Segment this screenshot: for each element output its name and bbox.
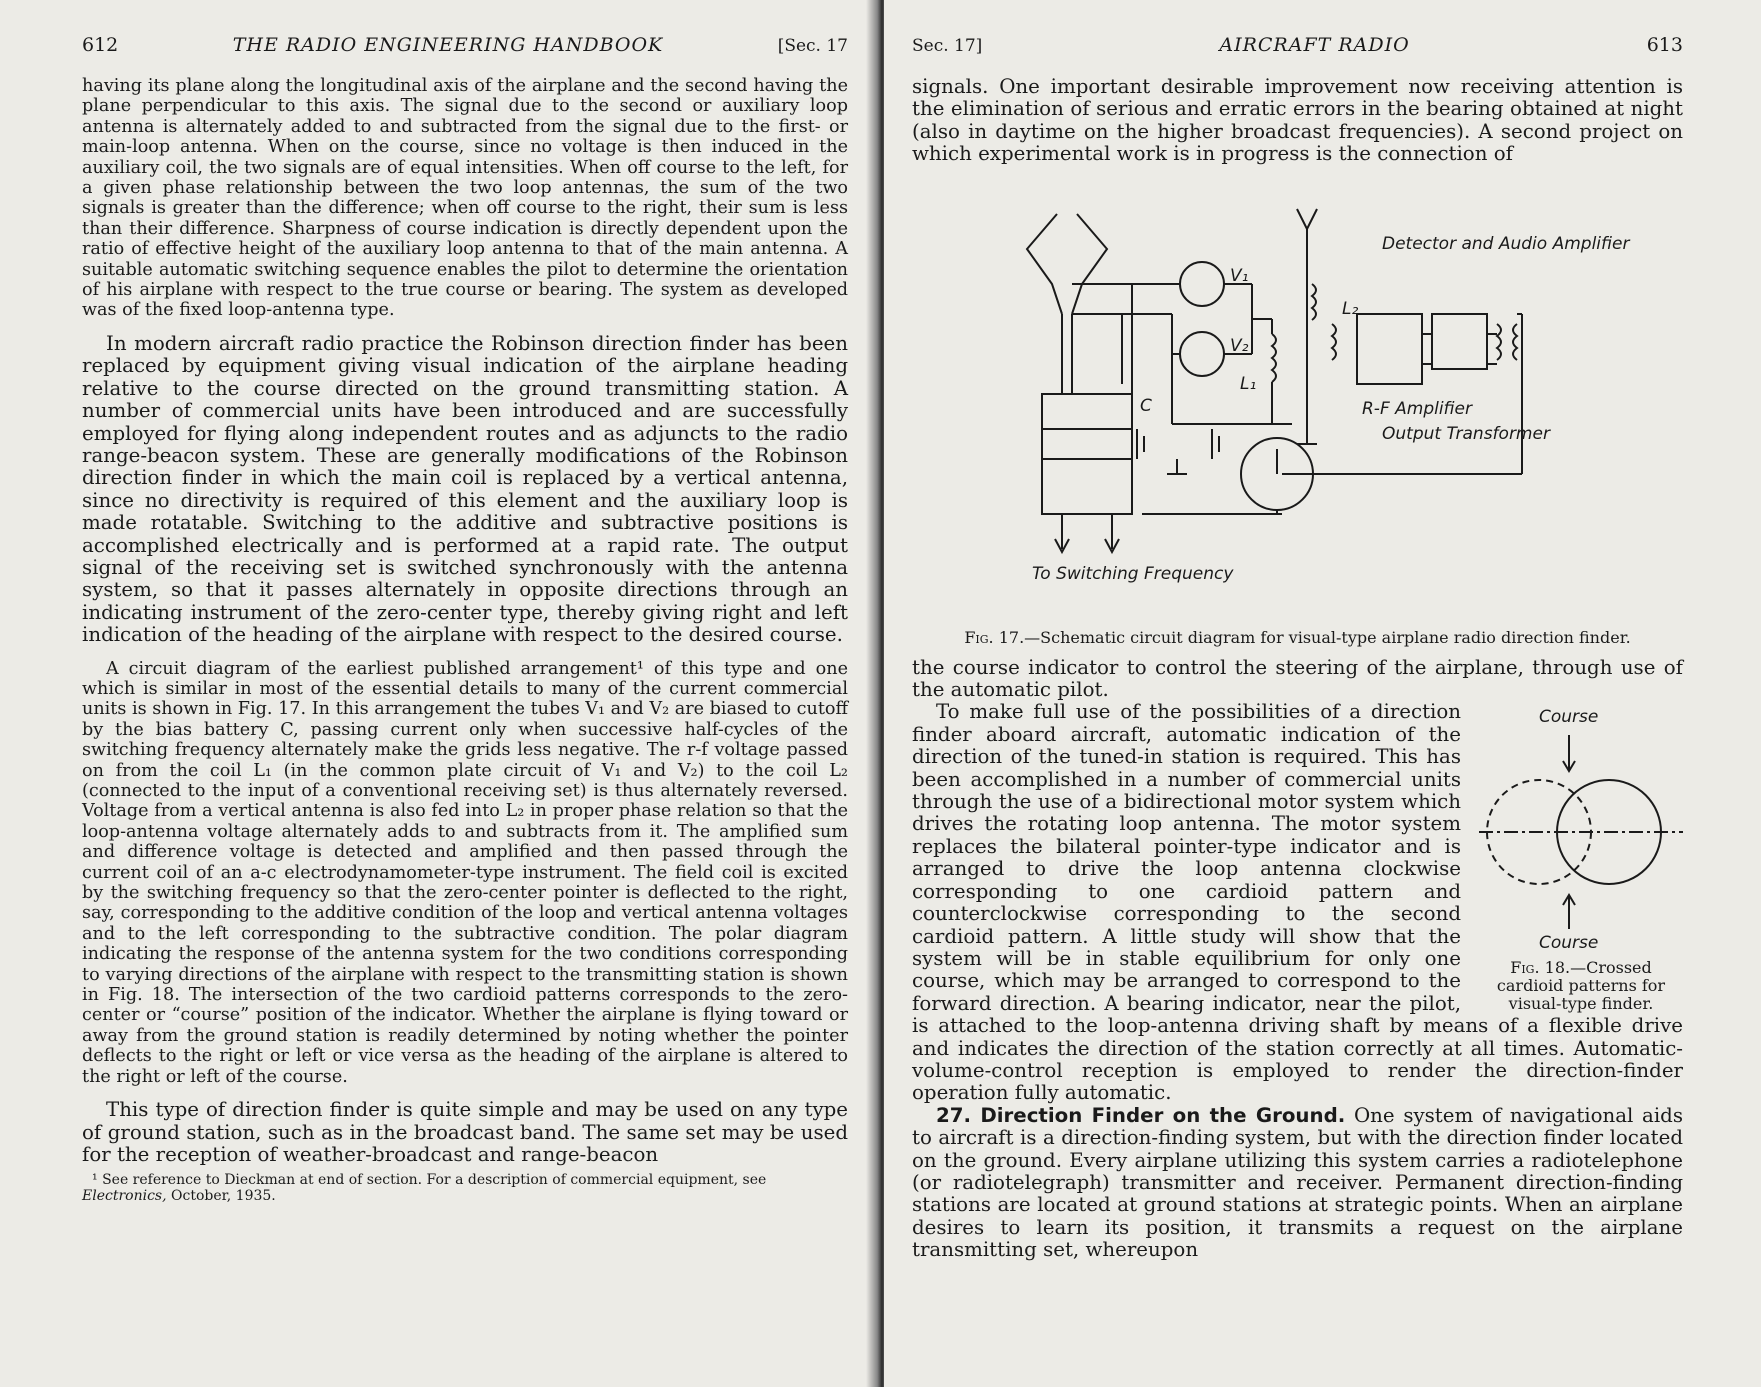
tube-v2 [1180,332,1224,376]
figure-18-caption [1479,959,1683,1013]
left-running-head [82,34,848,76]
left-footnote [82,1172,848,1204]
left-paragraph-4: This type of direction finder is quite simple and may be used on any type of ground station, such as in the broadcast band. The same set may be used for the reception of weather-broadcast and range-beacon [82,1098,848,1166]
right-running-title: AIRCRAFT RADIO [1219,34,1410,56]
rf-amplifier-box [1357,314,1422,384]
right-page-number: 613 [1646,34,1683,56]
right-paragraph-main: To make full use of the possibilities of a direction finder aboard aircraft, automatic indication of the direction of the tuned-in station is required. This has been accomplished in a number of commercial units through the use of a bidirectional motor system which drives the rotating loop antenna. The motor system replaces the bilateral pointer-type indicator and is arranged to drive the loop antenna clockwise corresponding to one cardioid pattern and counterclockwise corresponding to the second cardioid pattern. A little study will show that the system will be in stable equilibrium for only one course, which may be arranged to correspond to the forward direction. A bearing indicator, near the pilot, is attached to the loop-antenna driving shaft by means of a flexible drive and indicates the direction of the station correctly at all times. Automatic-volume-control reception is employed to render the direction-finder operation fully automatic. [912,700,1683,1105]
left-paragraph-2: In modern aircraft radio practice the Robinson direction finder has been replaced by equipment giving visual indication of the airplane heading relative to the course directed on the ground transmitting station. A number of commercial units have been introduced and are successfully employed for flying along independent routes and as adjuncts to the radio range-beacon system. These are generally modifications of the Robinson direction finder in which the main coil is replaced by a vertical antenna, since no directivity is required of this element and the auxiliary loop is made rotatable. Switching to the additive and subtractive positions is accomplished electrically and is performed at a rapid rate. The output signal of the receiving set is switched synchronously with the antenna system, so that it passes alternately in opposite directions through an indicating instrument of the zero-center type, thereby giving right and left indication of the heading of the airplane with respect to the desired course. [82,331,848,647]
cardioid-diagram [1479,707,1683,957]
fig17-text: —Schematic circuit diagram for visual-type airplane radio direction finder. [1024,627,1631,647]
loop-antenna-right [1072,214,1107,314]
tube-v1 [1180,262,1224,306]
course-label-bottom: Course [1539,933,1599,954]
label-rf-amplifier: R-F Amplifier [1362,398,1472,419]
left-page [0,0,876,1387]
right-page [884,0,1761,1387]
footnote-text: ¹ See reference to Dieckman at end of section. For a description of commercial equipment, see [92,1172,767,1189]
left-paragraph-3: A circuit diagram of the earliest published arrangement¹ of this type and one which is similar in most of the essential details to many of the current commercial units is shown in Fig. 17. In this arrangement the tubes V₁ and V₂ are biased to cutoff by the bias battery C, passing current only when successive half-cycles of the switching frequency alternately make the grids less negative. The r-f voltage passed on from the coil L₁ (in the common plate circuit of V₁ and V₂) to the coil L₂ (connected to the input of a conventional receiving set) is thus alternately reversed. Voltage from a vertical antenna is also fed into L₂ in proper phase relation so that the loop-antenna voltage alternately adds to and subtracts from it. The amplified sum and difference voltage is detected and amplified and then passed through the current coil of an a-c electrodynamometer-type instrument. The field coil is excited by the switching frequency so that the zero-center pointer is deflected to the right, say, corresponding to the additive condition of the loop and vertical antenna voltages and to the left corresponding to the subtractive condition. The polar diagram indicating the response of the antenna system for the two conditions corresponding to varying directions of the airplane with respect to the transmitting station is shown in Fig. 18. The intersection of the two cardioid patterns corresponds to the zero-center or “course” position of the indicator. Whether the airplane is flying toward or away from the ground station is readily determined by noting whether the pointer deflects to the right or left or vice versa as the heading of the airplane is altered to the right or left of the course. [82,658,848,1087]
loop-antenna-left [1027,214,1062,314]
label-switching-frequency: To Switching Frequency [1032,563,1234,584]
right-paragraph-after-figure: the course indicator to control the steering of the airplane, through use of the automatic pilot. [912,655,1683,702]
left-page-number: 612 [82,34,119,56]
course-label-top: Course [1539,707,1599,728]
figure-17-caption [912,628,1683,647]
left-section-tag: [Sec. 17 [777,36,848,56]
section-27-paragraph [912,1105,1683,1262]
right-running-head [912,34,1683,76]
label-detector: Detector and Audio Amplifier [1382,233,1630,254]
left-paragraph-1: having its plane along the longitudinal axis of the airplane and the second having the plane perpendicular to this axis. The signal due to the second or auxiliary loop antenna is alternately added to and subtracted from the signal due to the first- or main-loop antenna. When on the course, since no voltage is then induced in the auxiliary coil, the two signals are of equal intensities. When off course to the left, for a given phase relationship between the two loop antennas, the sum of the two signals is greater than the difference; when off course to the right, their sum is less than their difference. Sharpness of course indication is directly dependent upon the ratio of effective height of the auxiliary loop antenna to that of the main antenna. A suitable automatic switching sequence enables the pilot to determine the orientation of his airplane with respect to the true course or bearing. The system as developed was of the fixed loop-antenna type. [82,76,848,321]
figure-18-cardioids [1479,707,1683,1014]
left-running-title: THE RADIO ENGINEERING HANDBOOK [232,34,664,56]
footnote-tail: October, 1935. [171,1188,276,1205]
label-l2: L₂ [1342,298,1359,319]
label-c: C [1140,395,1152,416]
right-section-tag: Sec. 17] [912,36,983,56]
detector-box [1432,314,1487,369]
section-27-text: One system of navigational aids to aircraft is a direction-finding system, but with the direction finder located on the ground. Every airplane utilizing this system carries a radiotelephone (or radiotelegraph) transmitter and receiver. Permanent direction-finding stations are located at ground stations at strategic points. When an airplane desires to learn its position, it transmits a request on the airplane transmitting set, whereupon [912,1103,1683,1262]
fig18-label: Fig. 18. [1510,958,1571,978]
label-v1: V₁ [1230,265,1249,286]
fig17-label: Fig. 17. [964,627,1025,647]
label-l1: L₁ [1240,373,1257,394]
figure-17-schematic [912,174,1683,624]
label-v2: V₂ [1230,335,1249,356]
label-output-transformer: Output Transformer [1382,423,1550,444]
wrap-area [912,701,1683,1104]
footnote-italic: Electronics, [82,1188,167,1205]
right-paragraph-top: signals. One important desirable improvement now receiving attention is the elimination of serious and erratic errors in the bearing obtained at night (also in daytime on the higher broadcast frequencies). A second project on which experimental work is in progress is the connection of [912,75,1683,166]
section-27-heading: 27. Direction Finder on the Ground. [936,1103,1346,1127]
fig18-text: —Crossed cardioid patterns for visual-type finder. [1496,958,1666,1014]
